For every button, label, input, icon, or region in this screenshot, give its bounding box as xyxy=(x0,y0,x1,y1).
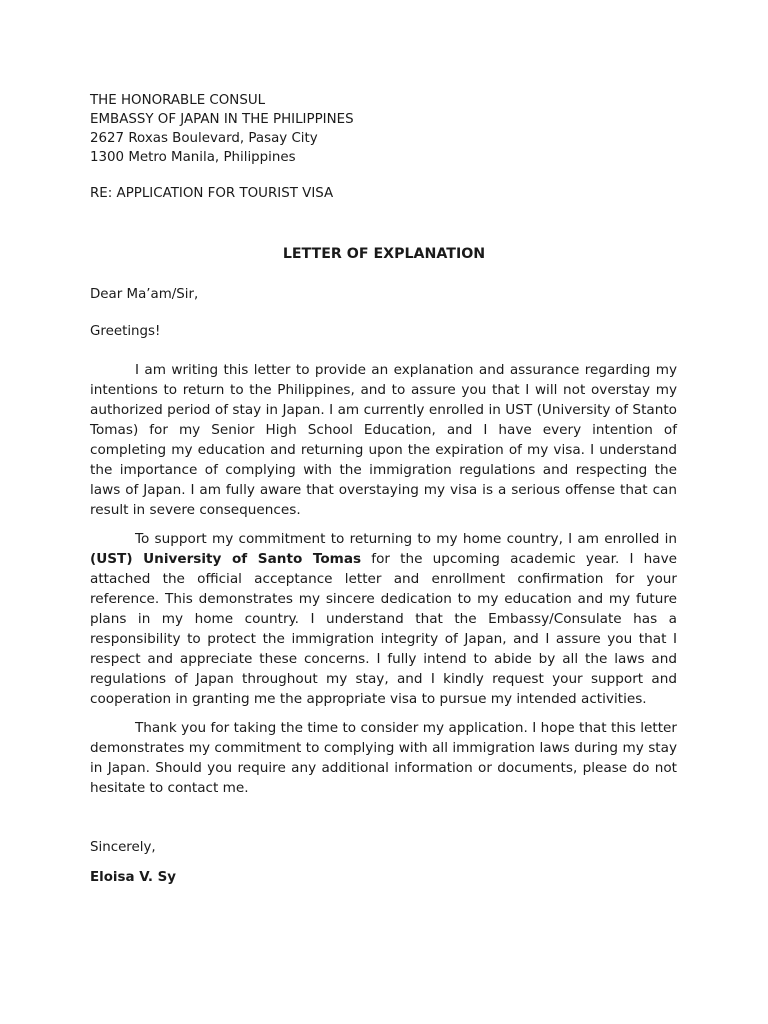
recipient-line-4: 1300 Metro Manila, Philippines xyxy=(90,150,296,165)
recipient-line-2: EMBASSY OF JAPAN IN THE PHILIPPINES xyxy=(90,112,354,127)
paragraph-2-text-before: To support my commitment to returning to my home country, I am enrolled in xyxy=(135,531,677,547)
closing: Sincerely, xyxy=(90,840,156,855)
paragraph-2 xyxy=(90,529,677,709)
signature-name: Eloisa V. Sy xyxy=(90,870,176,885)
greeting: Greetings! xyxy=(90,324,161,339)
recipient-line-1: THE HONORABLE CONSUL xyxy=(90,93,266,108)
letter-title: LETTER OF EXPLANATION xyxy=(282,246,486,262)
recipient-line-3: 2627 Roxas Boulevard, Pasay City xyxy=(90,131,318,146)
paragraph-2-bold-university: (UST) University of Santo Tomas xyxy=(90,551,362,567)
paragraph-1: I am writing this letter to provide an explanation and assurance regarding my intentions to return to the Philippines, and to assure you that I will not overstay my authorized period of stay in Japan. I am currently enrolled in UST (University of Stanto Tomas) for my Senior High School Education, and I have every intention of completing my education and returning upon the expiration of my visa. I understand the importance of complying with the immigration regulations and respecting the laws of Japan. I am fully aware that overstaying my visa is a serious offense that can result in severe consequences. xyxy=(90,362,677,518)
salutation: Dear Ma’am/Sir, xyxy=(90,287,199,302)
paragraph-3: Thank you for taking the time to consider my application. I hope that this letter demonstrates my commitment to complying with all immigration laws during my stay in Japan. Should you require any additional information or documents, please do not hesitate to contact me. xyxy=(90,720,677,796)
recipient-address xyxy=(90,91,677,167)
paragraph-2-text-after: for the upcoming academic year. I have attached the official acceptance letter and enrollment confirmation for your reference. This demonstrates my sincere dedication to my education and my future plans in my home country. I understand that the Embassy/Consulate has a responsibility to protect the immigration integrity of Japan, and I assure you that I respect and appreciate these concerns. I fully intend to abide by all the laws and regulations of Japan throughout my stay, and I kindly request your support and cooperation in granting me the appropriate visa to pursue my intended activities. xyxy=(90,551,678,707)
subject-line: RE: APPLICATION FOR TOURIST VISA xyxy=(90,186,334,201)
